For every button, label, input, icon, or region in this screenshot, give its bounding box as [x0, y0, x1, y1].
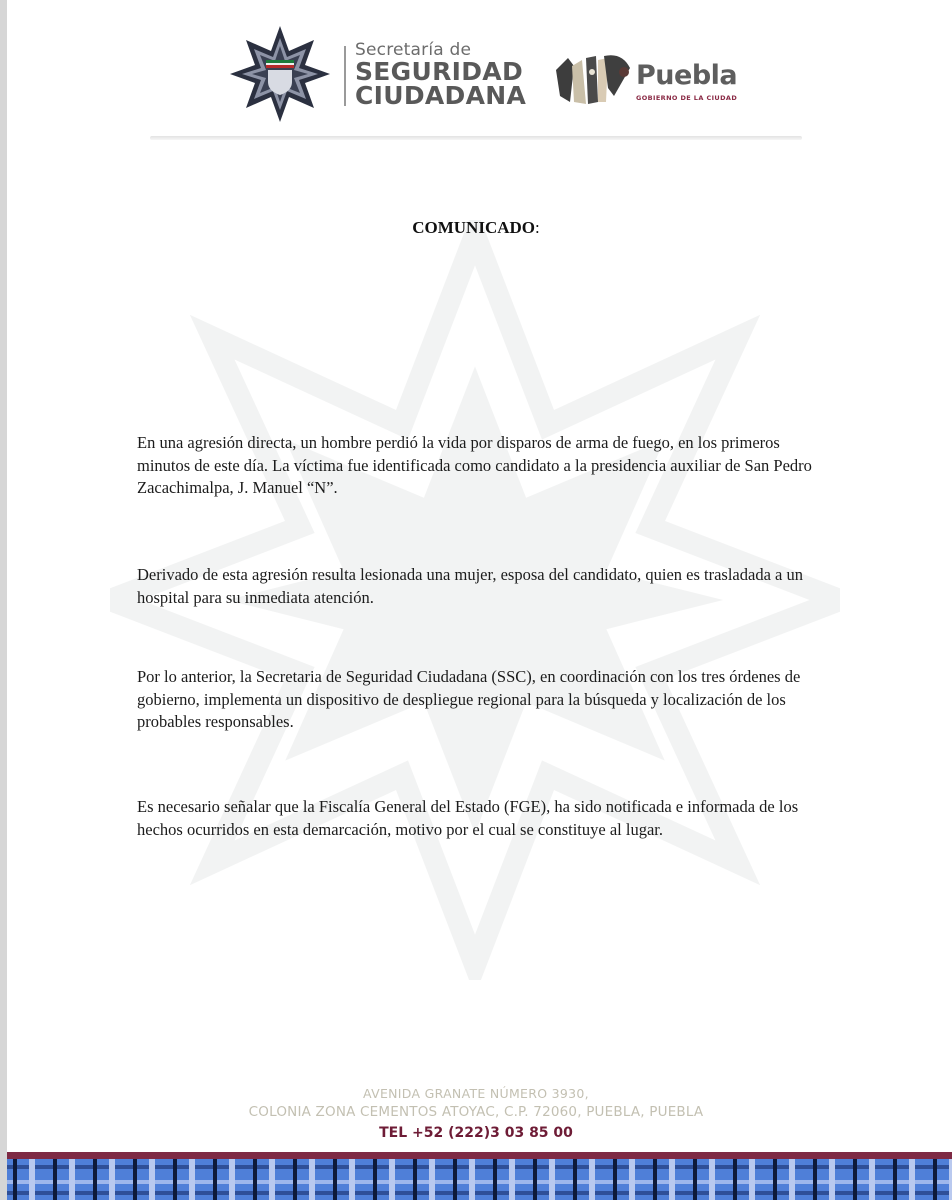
footer-camo-pattern — [7, 1159, 952, 1200]
agency-wordmark — [355, 40, 526, 108]
letterhead — [0, 0, 952, 150]
header-rule — [150, 136, 802, 140]
city-name: Puebla — [636, 60, 738, 91]
paragraph-injured-woman: Derivado de esta agresión resulta lesionada una mujer, esposa del candidato, quien es trasladada a un hospital para su inmediata atención. — [137, 565, 803, 607]
city-subtitle: GOBIERNO DE LA CIUDAD — [636, 94, 738, 102]
document-title-colon: : — [535, 218, 540, 237]
logo-divider — [344, 46, 346, 106]
paragraph-attack: En una agresión directa, un hombre perdió la vida por disparos de arma de fuego, en los primeros minutos de este día. La víctima fue identificada como candidato a la presidencia auxiliar de San Pedro Zacachimalpa, J. Manuel “N”. — [137, 433, 812, 497]
document-title — [0, 218, 952, 238]
footer-address-line-2: COLONIA ZONA CEMENTOS ATOYAC, C.P. 72060, PUEBLA, PUEBLA — [248, 1104, 704, 1120]
paragraph-ssc-operation: Por lo anterior, la Secretaria de Seguridad Ciudadana (SSC), en coordinación con los tres órdenes de gobierno, implementa un dispositivo de despliegue regional para la búsqueda y localización de los probables responsables. — [137, 667, 801, 731]
police-star-badge-icon — [226, 24, 334, 124]
agency-line-1: Secretaría de — [355, 40, 472, 60]
agency-line-3: CIUDADANA — [355, 81, 527, 110]
document-title-text: COMUNICADO — [412, 218, 536, 237]
agency-line-2: SEGURIDAD — [355, 57, 524, 86]
puebla-city-logo-icon — [552, 52, 634, 108]
footer-maroon-band — [7, 1152, 952, 1159]
footer-phone: TEL +52 (222)3 03 85 00 — [379, 1125, 573, 1141]
page-left-edge — [0, 0, 7, 1200]
footer-address-line-1: AVENIDA GRANATE NÚMERO 3930, — [363, 1086, 589, 1101]
paragraph-fge-notified: Es necesario señalar que la Fiscalía General del Estado (FGE), ha sido notificada e informada de los hechos ocurridos en esta demarcación, motivo por el cual se constituye al lugar. — [137, 797, 799, 839]
